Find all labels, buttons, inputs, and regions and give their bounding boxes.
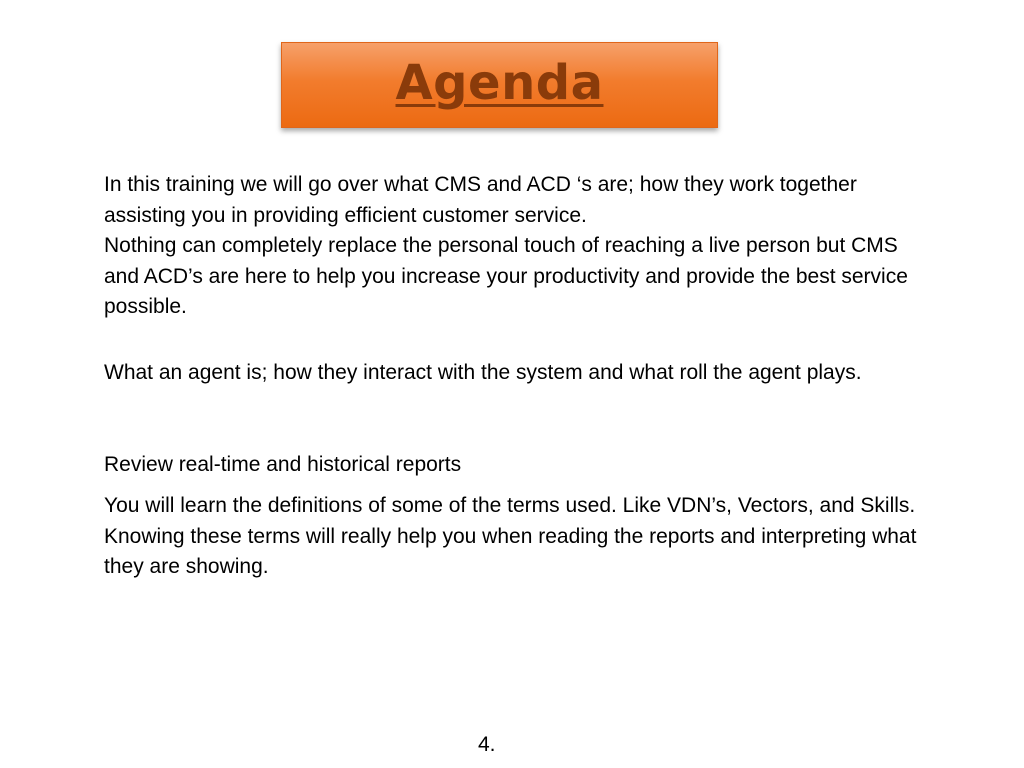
page-number: 4. [478, 733, 496, 756]
title-banner [281, 42, 718, 128]
paragraph-cms-acd: In this training we will go over what CMS and ACD ‘s are; how they work together assisting you in providing efficient customer service. [104, 173, 857, 227]
slide-title: Agenda [395, 55, 604, 111]
paragraph-reports: Review real-time and historical reports [104, 453, 462, 476]
intro-paragraph [104, 170, 934, 323]
paragraph-agent: What an agent is; how they interact with the system and what roll the agent plays. [104, 361, 862, 384]
paragraph-personal-touch: Nothing can completely replace the personal touch of reaching a live person but CMS and ACD’s are here to help you increase your productivity and provide the best service possible. [104, 234, 908, 318]
paragraph-definitions: You will learn the definitions of some of the terms used. Like VDN’s, Vectors, and Skills. Knowing these terms will really help you when reading the reports and interpreting what they are showing. [104, 494, 917, 578]
